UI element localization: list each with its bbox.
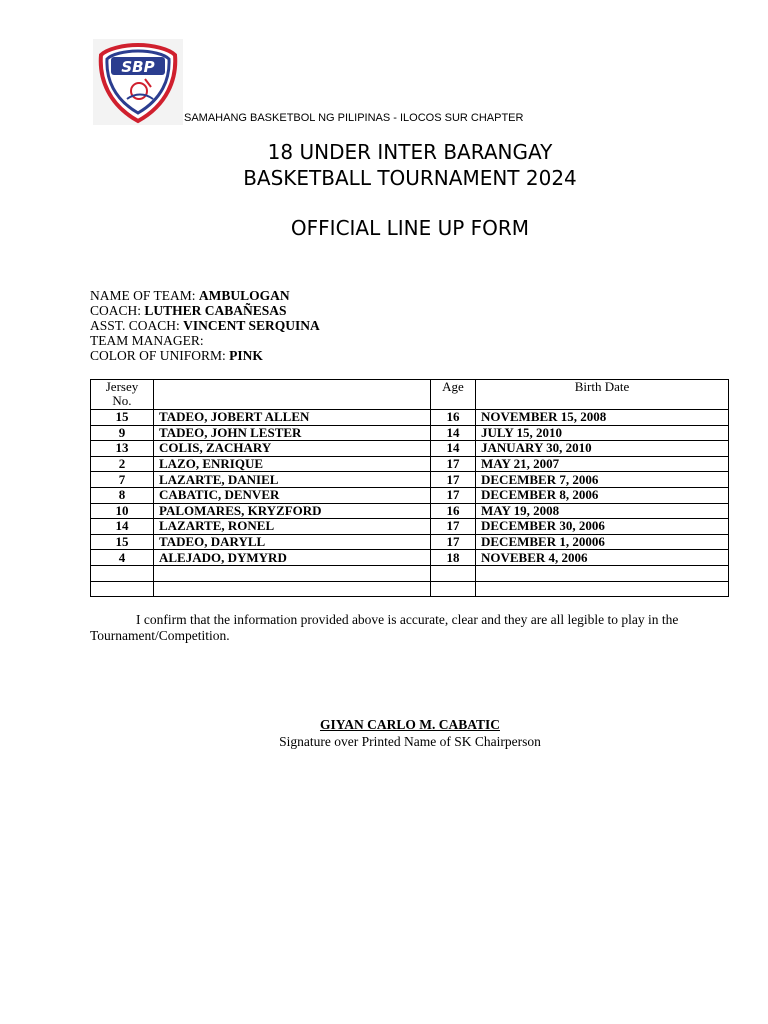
table-header-row (91, 380, 729, 410)
player-name-cell: LAZO, ENRIQUE (154, 456, 431, 472)
birth-date-cell: DECEMBER 7, 2006 (476, 472, 729, 488)
birth-date-cell: JULY 15, 2010 (476, 425, 729, 441)
form-title: OFFICIAL LINE UP FORM (290, 216, 530, 240)
team-manager-label: TEAM MANAGER: (90, 333, 204, 348)
header-birth-date: Birth Date (476, 380, 729, 410)
age-cell: 17 (431, 472, 476, 488)
signatory-name: GIYAN CARLO M. CABATIC (319, 717, 500, 732)
age-cell: 17 (431, 487, 476, 503)
player-name-cell: COLIS, ZACHARY (154, 441, 431, 457)
age-cell: 16 (431, 410, 476, 426)
table-row (91, 410, 729, 426)
age-cell: 14 (431, 425, 476, 441)
jersey-cell (91, 581, 154, 597)
age-cell: 14 (431, 441, 476, 457)
age-cell (431, 565, 476, 581)
birth-date-cell: JANUARY 30, 2010 (476, 441, 729, 457)
birth-date-cell: NOVEBER 4, 2006 (476, 550, 729, 566)
table-row (91, 503, 729, 519)
table-row (91, 456, 729, 472)
table-row (91, 425, 729, 441)
age-cell: 17 (431, 456, 476, 472)
table-row (91, 534, 729, 550)
table-row (91, 550, 729, 566)
asst-coach-row (90, 318, 320, 333)
logo-text: SBP (121, 58, 155, 76)
team-manager-row (90, 333, 320, 348)
jersey-cell (91, 565, 154, 581)
table-row (91, 487, 729, 503)
age-cell: 17 (431, 519, 476, 535)
birth-date-cell: MAY 19, 2008 (476, 503, 729, 519)
tournament-title-line2: BASKETBALL TOURNAMENT 2024 (243, 166, 577, 190)
tournament-title-line1: 18 UNDER INTER BARANGAY (267, 140, 553, 164)
sbp-logo (93, 39, 183, 125)
table-row (91, 565, 729, 581)
player-name-cell: CABATIC, DENVER (154, 487, 431, 503)
uniform-color-value: PINK (229, 348, 263, 363)
team-name-value: AMBULOGAN (198, 288, 290, 303)
age-cell: 17 (431, 534, 476, 550)
table-row (91, 441, 729, 457)
player-name-cell: ALEJADO, DYMYRD (154, 550, 431, 566)
jersey-cell: 8 (91, 487, 154, 503)
jersey-cell: 10 (91, 503, 154, 519)
asst-coach-value: VINCENT SERQUINA (183, 318, 320, 333)
jersey-cell: 7 (91, 472, 154, 488)
jersey-cell: 9 (91, 425, 154, 441)
organization-name: SAMAHANG BASKETBOL NG PILIPINAS - ILOCOS SUR CHAPTER (184, 112, 524, 124)
team-name-label: NAME OF TEAM: (90, 288, 196, 303)
jersey-cell: 13 (91, 441, 154, 457)
table-row (91, 472, 729, 488)
jersey-cell: 15 (91, 410, 154, 426)
jersey-cell: 2 (91, 456, 154, 472)
team-name-row (90, 288, 320, 303)
birth-date-cell: NOVEMBER 15, 2008 (476, 410, 729, 426)
signature-caption: Signature over Printed Name of SK Chairperson (279, 734, 541, 749)
player-name-cell: PALOMARES, KRYZFORD (154, 503, 431, 519)
jersey-cell: 14 (91, 519, 154, 535)
asst-coach-label: ASST. COACH: (90, 318, 180, 333)
player-name-cell: TADEO, JOBERT ALLEN (154, 410, 431, 426)
table-row (91, 581, 729, 597)
header-name (154, 380, 431, 410)
birth-date-cell (476, 565, 729, 581)
table-row (91, 519, 729, 535)
player-name-cell: TADEO, DARYLL (154, 534, 431, 550)
player-name-cell: TADEO, JOHN LESTER (154, 425, 431, 441)
birth-date-cell: MAY 21, 2007 (476, 456, 729, 472)
jersey-cell: 15 (91, 534, 154, 550)
coach-row (90, 303, 320, 318)
uniform-color-label: COLOR OF UNIFORM: (90, 348, 226, 363)
player-name-cell (154, 581, 431, 597)
confirmation-statement: I confirm that the information provided above is accurate, clear and they are all legible to play in the Tournament/Competition. (90, 612, 679, 643)
age-cell: 18 (431, 550, 476, 566)
player-name-cell (154, 565, 431, 581)
jersey-cell: 4 (91, 550, 154, 566)
team-info (90, 288, 320, 363)
coach-label: COACH: (90, 303, 142, 318)
age-cell (431, 581, 476, 597)
age-cell: 16 (431, 503, 476, 519)
player-name-cell: LAZARTE, DANIEL (154, 472, 431, 488)
uniform-color-row (90, 348, 320, 363)
birth-date-cell: DECEMBER 30, 2006 (476, 519, 729, 535)
birth-date-cell (476, 581, 729, 597)
coach-value: LUTHER CABAÑESAS (144, 303, 287, 318)
header-age: Age (431, 380, 476, 410)
lineup-table (90, 379, 729, 597)
birth-date-cell: DECEMBER 8, 2006 (476, 487, 729, 503)
player-name-cell: LAZARTE, RONEL (154, 519, 431, 535)
header-jersey: Jersey No. (91, 380, 154, 410)
birth-date-cell: DECEMBER 1, 20006 (476, 534, 729, 550)
